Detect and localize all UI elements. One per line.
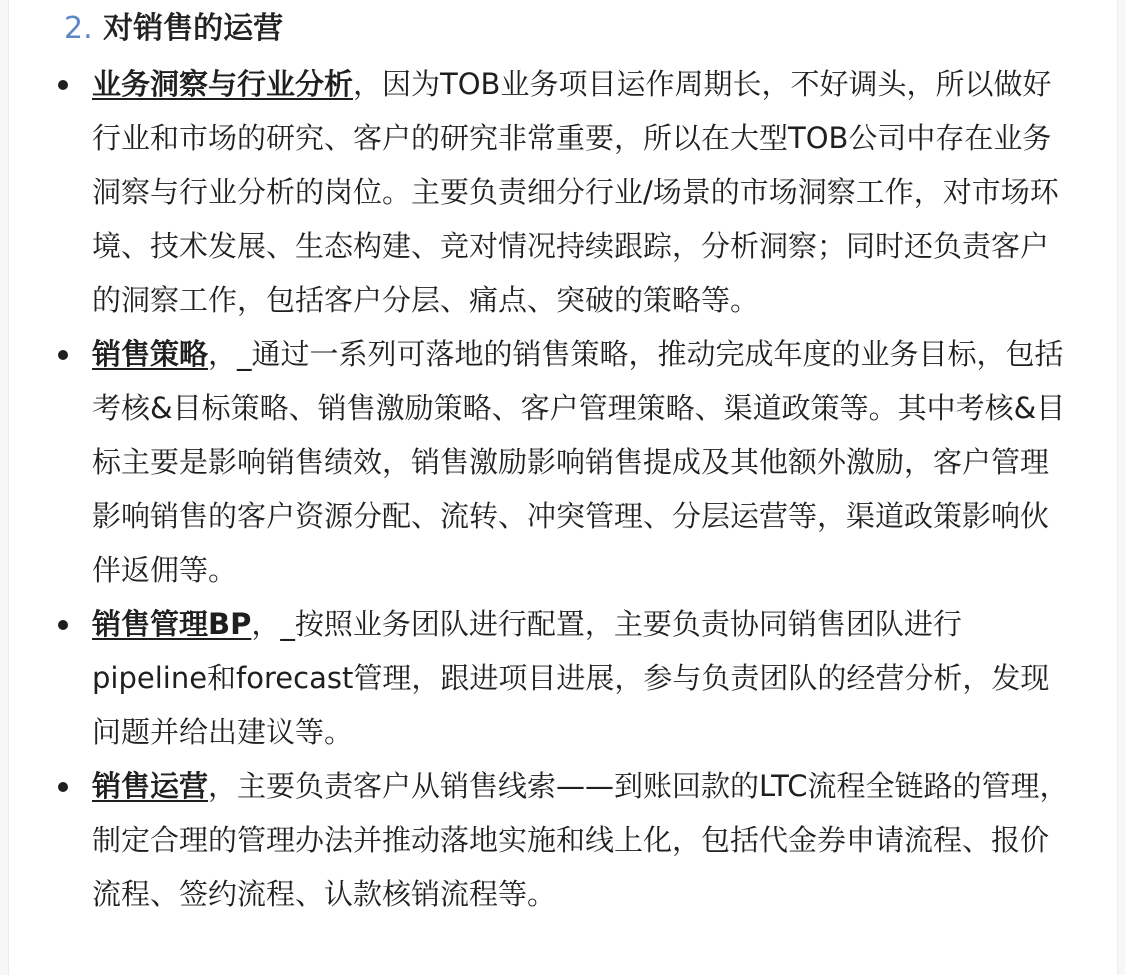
item-text: ，主要负责客户从销售线索——到账回款的LTC流程全链路的管理，制定合理的管理办法并推动落地实施和线上化，包括代金券申请流程、报价流程、签约流程、认款核销流程等。 bbox=[92, 769, 1069, 911]
list-item bbox=[9, 759, 1117, 921]
item-term: 销售管理BP bbox=[92, 607, 252, 641]
item-term: 销售策略 bbox=[92, 337, 209, 371]
list-item bbox=[9, 597, 1117, 759]
list-item bbox=[9, 57, 1117, 327]
bullet-dot-icon bbox=[58, 782, 68, 792]
list-item bbox=[9, 327, 1117, 597]
item-term: 业务洞察与行业分析 bbox=[92, 67, 354, 101]
bullet-list bbox=[9, 57, 1117, 921]
item-text: ，因为TOB业务项目运作周期长，不好调头，所以做好行业和市场的研究、客户的研究非常重要，所以在大型TOB公司中存在业务洞察与行业分析的岗位。主要负责细分行业/场景的市场洞察工作，对市场环境、技术发展、生态构建、竞对情况持续跟踪，分析洞察；同时还负责客户的洞察工作，包括客户分层、痛点、突破的策略等。 bbox=[92, 67, 1059, 317]
section-title: 对销售的运营 bbox=[103, 11, 284, 46]
item-term: 销售运营 bbox=[92, 769, 209, 803]
bullet-dot-icon bbox=[58, 620, 68, 630]
bullet-dot-icon bbox=[58, 350, 68, 360]
section-number: 2. bbox=[64, 11, 93, 46]
item-text: ，_通过一系列可落地的销售策略，推动完成年度的业务目标，包括考核&目标策略、销售激励策略、客户管理策略、渠道政策等。其中考核&目标主要是影响销售绩效，销售激励影响销售提成及其他额外激励，客户管理影响销售的客户资源分配、流转、冲突管理、分层运营等，渠道政策影响伙伴返佣等。 bbox=[92, 337, 1066, 587]
bullet-dot-icon bbox=[58, 80, 68, 90]
section-heading bbox=[64, 8, 283, 50]
item-text: ，_按照业务团队进行配置，主要负责协同销售团队进行pipeline和forecast管理，跟进项目进展，参与负责团队的经营分析，发现问题并给出建议等。 bbox=[92, 607, 1050, 749]
document-card bbox=[8, 0, 1118, 975]
